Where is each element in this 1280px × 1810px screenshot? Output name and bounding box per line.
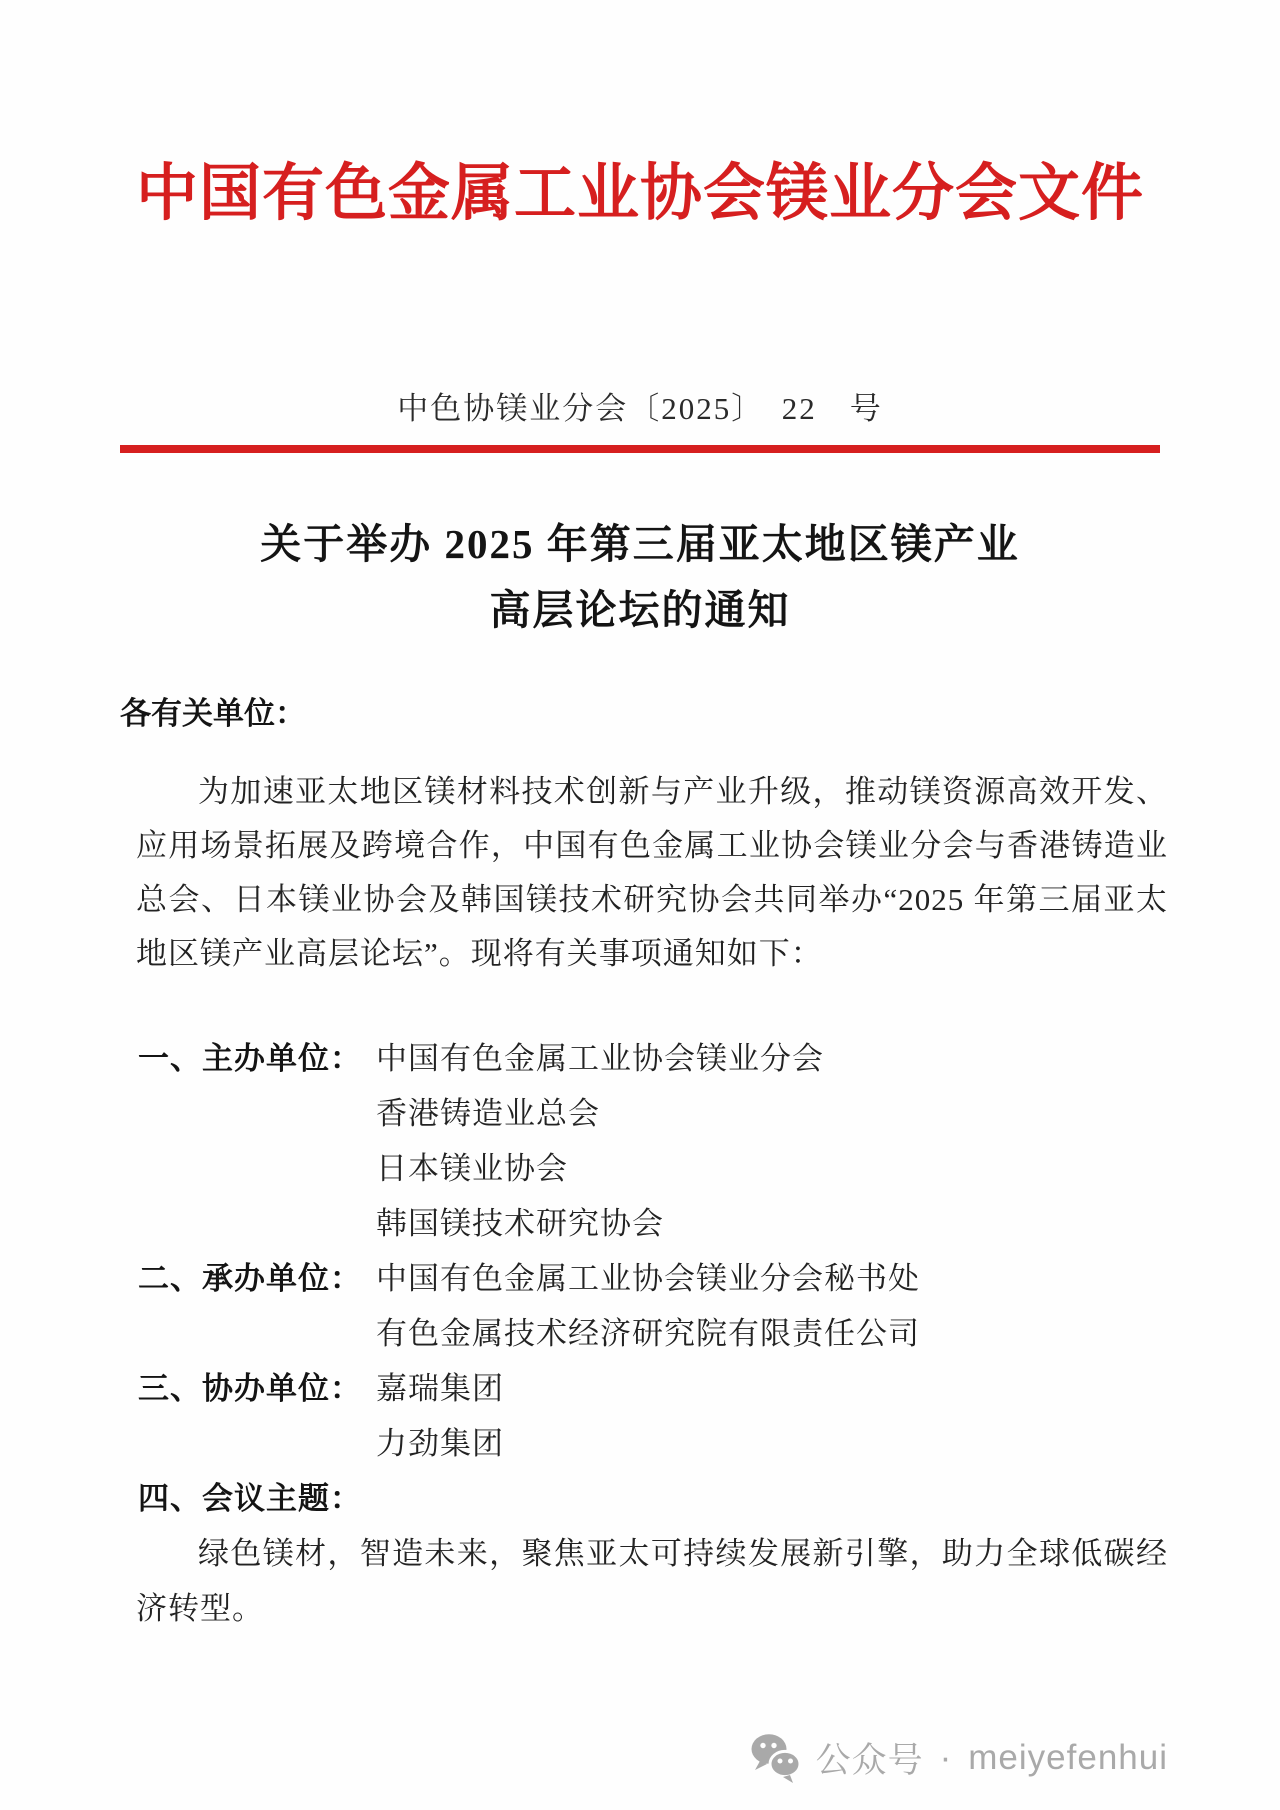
- section-hosts: [138, 1031, 1280, 1086]
- section-coorganizers-label: 三、协办单位：: [138, 1371, 362, 1406]
- notice-title-line1: 关于举办 2025 年第三届亚太地区镁产业: [260, 521, 1020, 567]
- theme-paragraph: 绿色镁材，智造未来，聚焦亚太可持续发展新引擎，助力全球低碳经济转型。: [136, 1536, 1168, 1626]
- separator-dot: ·: [939, 1738, 953, 1777]
- section-hosts-row: [138, 1086, 1280, 1141]
- wechat-watermark: [748, 1732, 1168, 1784]
- section-theme: [138, 1471, 1280, 1526]
- section-coorganizers-line: 嘉瑞集团: [376, 1371, 504, 1406]
- indent-spacer: [138, 1196, 376, 1251]
- section-hosts-row: [138, 1141, 1280, 1196]
- red-divider-line: [120, 445, 1160, 453]
- section-organizers-line: 中国有色金属工业协会镁业分会秘书处: [376, 1261, 920, 1296]
- section-coorganizers: [138, 1361, 1280, 1416]
- section-theme-label: 四、会议主题：: [138, 1481, 362, 1516]
- wechat-label: 公众号: [815, 1741, 924, 1780]
- section-hosts-label: 一、主办单位：: [138, 1041, 362, 1076]
- section-organizers-label: 二、承办单位：: [138, 1261, 362, 1296]
- section-organizers-line: 有色金属技术经济研究院有限责任公司: [376, 1316, 920, 1351]
- section-hosts-row: [138, 1196, 1280, 1251]
- indent-spacer: [138, 1416, 376, 1471]
- section-hosts-line: 韩国镁技术研究协会: [376, 1206, 664, 1241]
- section-organizers: [138, 1251, 1280, 1306]
- notice-title-line2: 高层论坛的通知: [489, 587, 791, 633]
- section-coorganizers-line: 力劲集团: [376, 1426, 504, 1461]
- indent-spacer: [138, 1086, 376, 1141]
- document-number: 中色协镁业分会〔2025〕 22 号: [397, 391, 883, 426]
- indent-spacer: [138, 1306, 376, 1361]
- salutation: 各有关单位：: [120, 696, 306, 731]
- indent-spacer: [138, 1141, 376, 1196]
- section-hosts-line: 中国有色金属工业协会镁业分会: [376, 1041, 824, 1076]
- intro-paragraph: 为加速亚太地区镁材料技术创新与产业升级，推动镁资源高效开发、应用场景拓展及跨境合作，中国有色金属工业协会镁业分会与香港铸造业总会、日本镁业协会及韩国镁技术研究协会共同举办“2025 年第三届亚太地区镁产业高层论坛”。现将有关事项通知如下：: [136, 774, 1168, 971]
- section-list: [0, 1031, 1280, 1526]
- section-coorganizers-row: [138, 1416, 1280, 1471]
- section-hosts-line: 日本镁业协会: [376, 1151, 568, 1186]
- wechat-icon: [748, 1732, 802, 1784]
- document-header-title: 中国有色金属工业协会镁业分会文件: [135, 160, 1144, 228]
- section-organizers-row: [138, 1306, 1280, 1361]
- section-hosts-line: 香港铸造业总会: [376, 1096, 600, 1131]
- notice-title: [0, 511, 1280, 643]
- wechat-account: meiyefenhui: [968, 1738, 1168, 1777]
